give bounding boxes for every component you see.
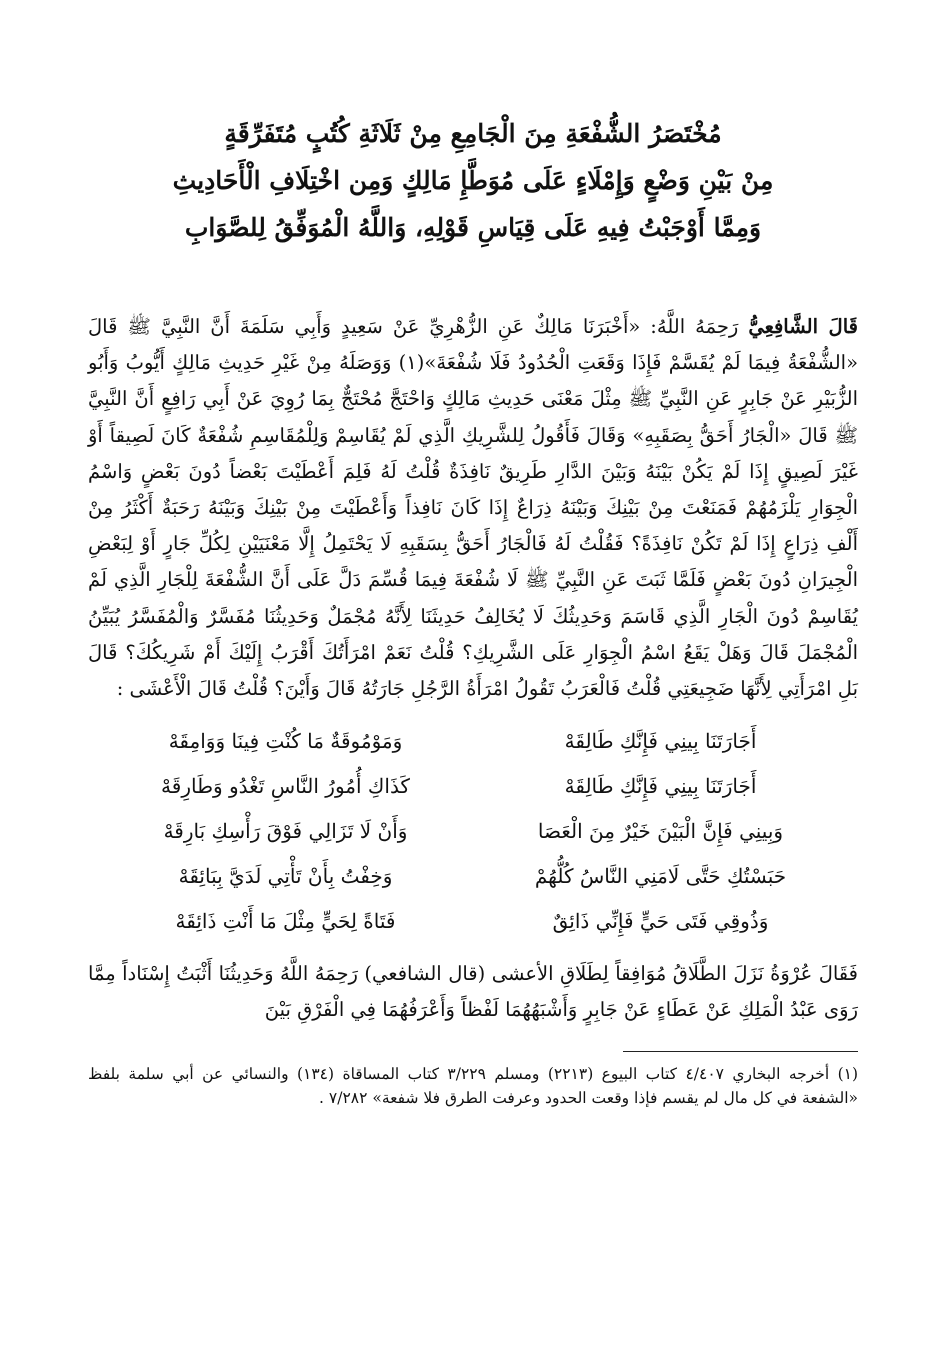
main-paragraph [88,309,858,707]
second-paragraph: فَقَالَ عُرْوَةُ نَزَلَ الطَّلَاقُ مُوَافِقاً لِطَلَاقِ الأعشى (قال الشافعي) رَحِمَهُ اللَّهُ وَحَدِيثُنَا أَثْبَتُ إِسْنَاداً مِمَّا رَوَى عَبْدُ الْمَلِكِ عَنْ عَطَاءٍ عَنْ جَابِرٍ وَأَشْبَهُهُمَا لَفْظاً وَأَعْرَفُهُمَا فِي الْفَرْقِ بَيْنَ [88,962,858,1022]
footnote-separator [623,1051,858,1052]
poem-hemistich: حَبَسْتُكِ حَتَّى لَامَنِي النَّاسُ كُلُّهُمْ [534,864,787,889]
poem-hemistich: أَجَارَتَنَا بِينِي فَإِنَّكِ طَالِقَهْ [564,774,757,799]
page [88,110,858,1310]
poem-hemistich: وَبِينِي فَإِنَّ الْبَيْنَ خَيْرٌ مِنَ الْعَصَا [537,819,784,844]
poem-hemistich: أَجَارَتَنَا بِينِي فَإِنَّكِ طَالِقَهْ [564,729,757,754]
title-line: مِنْ بَيْنِ وَضْعٍ وَإِمْلَاءٍ عَلَى مُوَطَّإِ مَالِكٍ وَمِن اخْتِلَافِ الْأَحَادِيثِ [172,166,774,195]
title-line: مُخْتَصَرُ الشُّفْعَةِ مِنَ الْجَامِعِ مِنْ ثَلَاثَةِ كُتُبٍ مُتَفَرِّقَةٍ [224,119,722,148]
poem-hemistich: وَذُوقِي فَتَى حَيٍّ فَإِنِّي ذَائِقٌ [552,909,769,934]
footnote: (١) أخرجه البخاري ٤/٤٠٧ كتاب البيوع (٢٢١٣) ومسلم ٣/٢٢٩ كتاب المساقاة (١٣٤) والنسائي عن أبي سلمة بلفظ «الشفعة في كل مال لم يقسم فإذا وقعت الحدود وعرفت الطرق فلا شفعة» ٧/٢٨٢ . [88,1064,859,1107]
speaker-label: قَالَ الشَّافِعِيُّ [748,315,858,338]
poem-hemistich: وَخِفْتُ بِأَنْ تَأْتِي لَدَيَّ بِبَائِقَهْ [178,864,393,889]
paragraph-text: رَحِمَهُ اللَّهُ: «أَخْبَرَنَا مَالِكٌ عَنِ الزُّهْرِيِّ عَنْ سَعِيدٍ وَأَبِي سَلَمَةَ أَنَّ النَّبِيَّ ﷺ قَالَ «الشُّفْعَةُ فِيمَا لَمْ يُقَسَّمْ فَإِذَا وَقَعَتِ الْحُدُودُ فَلَا شُفْعَةَ»(١) وَوَصَلَهُ مِنْ غَيْرِ حَدِيثِ مَالِكٍ أَيُّوبُ وَأَبُو الزُّبَيْرِ عَنْ جَابِرٍ عَنِ النَّبِيِّ ﷺ مِثْلَ مَعْنَى حَدِيثِ مَالِكٍ وَاحْتَجَّ مُحْتَجٌّ بِمَا رُوِيَ عَنْ أَبِي رَافِعٍ أَنَّ النَّبِيَّ ﷺ قَالَ «الْجَارُ أَحَقُّ بِصَقَبِهِ» وَقَالَ فَأَقُولُ لِلشَّرِيكِ الَّذِي لَمْ يُقَاسِمْ وَلِلْمُقَاسِمِ شُفْعَةٌ كَانَ لَصِيقاً أَوْ غَيْرَ لَصِيقٍ إِذَا لَمْ يَكُنْ بَيْنَهُ وَبَيْنَ الدَّارِ طَرِيقٌ نَافِذَةٌ قُلْتُ لَهُ فَلِمَ أَعْطَيْتَ بَعْضاً دُونَ بَعْضٍ وَاسْمُ الْجِوَارِ يَلْزَمُهُمْ فَمَنَعْتَ مِنْ بَيْنِكَ وَبَيْنَهُ ذِرَاعٌ إِذَا كَانَ نَافِذاً وَأَعْطَيْتَ مِنْ بَيْنِكَ وَبَيْنَهُ رَحَبَةٌ أَكْثَرُ مِنْ أَلْفِ ذِرَاعٍ إِذَا لَمْ تَكُنْ نَافِذَةً؟ فَقُلْتُ لَهُ فَالْجَارُ أَحَقُّ بِسَقَبِهِ لَا يَحْتَمِلُ إِلَّا مَعْنَيَيْنِ لِكُلِّ جَارٍ أَوْ لِبَعْضِ الْجِيرَانِ دُونَ بَعْضٍ فَلَمَّا ثَبَتَ عَنِ النَّبِيِّ ﷺ لَا شُفْعَةَ فِيمَا قُسِّمَ دَلَّ عَلَى أَنَّ الشُّفْعَةَ لِلْجَارِ الَّذِي لَمْ يُقَاسِمْ دُونَ الْجَارِ الَّذِي قَاسَمَ وَحَدِيثُكَ لَا يُخَالِفُ حَدِيثَنَا لِأَنَّهُ مُجْمَلٌ وَحَدِيثُنَا مُفَسَّرٌ وَالْمُفَسَّرُ يُبَيِّنُ الْمُجْمَلَ قَالَ وَهَلْ يَقَعُ اسْمُ الْجِوَارِ عَلَى الشَّرِيكِ؟ قُلْتُ نَعَمْ امْرَأَتُكَ أَقْرَبُ إِلَيْكَ أَمْ شَرِيكُكَ؟ قَالَ بَلِ امْرَأَتِي لِأَنَّهَا ضَجِيعَتِي قُلْتُ فَالْعَرَبُ تَقُولُ امْرَأَةُ الرَّجُلِ جَارَتُهُ قَالَ وَأَيْنَ؟ قُلْتُ قَالَ الْأَعْشَى : [88,315,858,701]
poem-hemistich: كَذَاكِ أُمُورُ النَّاسِ تَغْدُو وَطَارِقَهْ [161,774,410,799]
poem-hemistich: وَأَنْ لَا تَزَالِي فَوْقَ رَأْسِكِ بَارِقَهْ [163,819,408,844]
title-line: وَمِمَّا أَوْجَبْتُ فِيهِ عَلَى قِيَاسِ قَوْلِهِ، وَاللَّهُ الْمُوَفِّقُ لِلصَّوَابِ [184,213,762,242]
poem-hemistich: وَمَوْمُوقَةٌ مَا كُنْتِ فِينَا وَوَامِقَهْ [168,729,403,754]
chapter-title [88,110,858,251]
poem-hemistich: فَتَاةً لِحَيٍّ مِثْلَ مَا أَنْتِ ذَائِقَهْ [175,909,396,934]
poem [128,719,818,944]
